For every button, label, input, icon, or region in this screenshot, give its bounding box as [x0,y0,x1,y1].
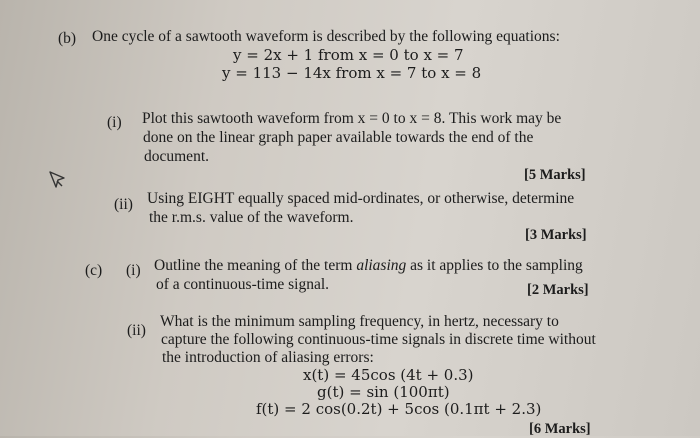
pointer-cursor-icon [48,170,66,190]
part-b-label: (b) [58,30,77,47]
marks-b-ii: [3 Marks] [525,227,587,243]
marks-c-i: [2 Marks] [527,282,589,298]
equation-f: f(t) = 2 cos(0.2t) + 5cos (0.1πt + 2.3) [256,400,542,418]
marks-c-ii: [6 Marks] [529,421,591,437]
part-c-label: (c) [85,262,103,279]
part-c-i-label: (i) [126,262,141,279]
part-b-i-line: document. [144,148,209,165]
part-c-i-line1: Outline the meaning of the term aliasing as it applies to the sampling [154,257,583,274]
part-c-ii-line: capture the following continuous-time signals in discrete time without [161,331,596,348]
part-c-i-line2: of a continuous-time signal. [156,276,330,293]
part-b-ii-line: the r.m.s. value of the waveform. [149,209,354,226]
equation-g: g(t) = sin (100πt) [317,383,450,401]
equation-1: y = 2x + 1 from x = 0 to x = 7 [233,46,464,64]
equation-2: y = 113 − 14x from x = 7 to x = 8 [222,64,482,82]
part-b-i-line: Plot this sawtooth waveform from x = 0 to x = 8. This work may be [142,110,562,127]
marks-b-i: [5 Marks] [524,167,586,183]
part-b-i-line: done on the linear graph paper available towards the end of the [143,129,534,146]
part-c-ii-label: (ii) [127,322,146,339]
part-b-intro: One cycle of a sawtooth waveform is described by the following equations: [92,28,560,45]
part-b-i-label: (i) [107,114,122,131]
part-c-ii-line: the introduction of aliasing errors: [162,349,374,366]
equation-x: x(t) = 45cos (4t + 0.3) [303,366,474,384]
part-c-ii-line: What is the minimum sampling frequency, in hertz, necessary to [160,313,559,330]
part-b-ii-line: Using EIGHT equally spaced mid-ordinates, or otherwise, determine [147,190,575,207]
part-b-ii-label: (ii) [114,196,133,213]
